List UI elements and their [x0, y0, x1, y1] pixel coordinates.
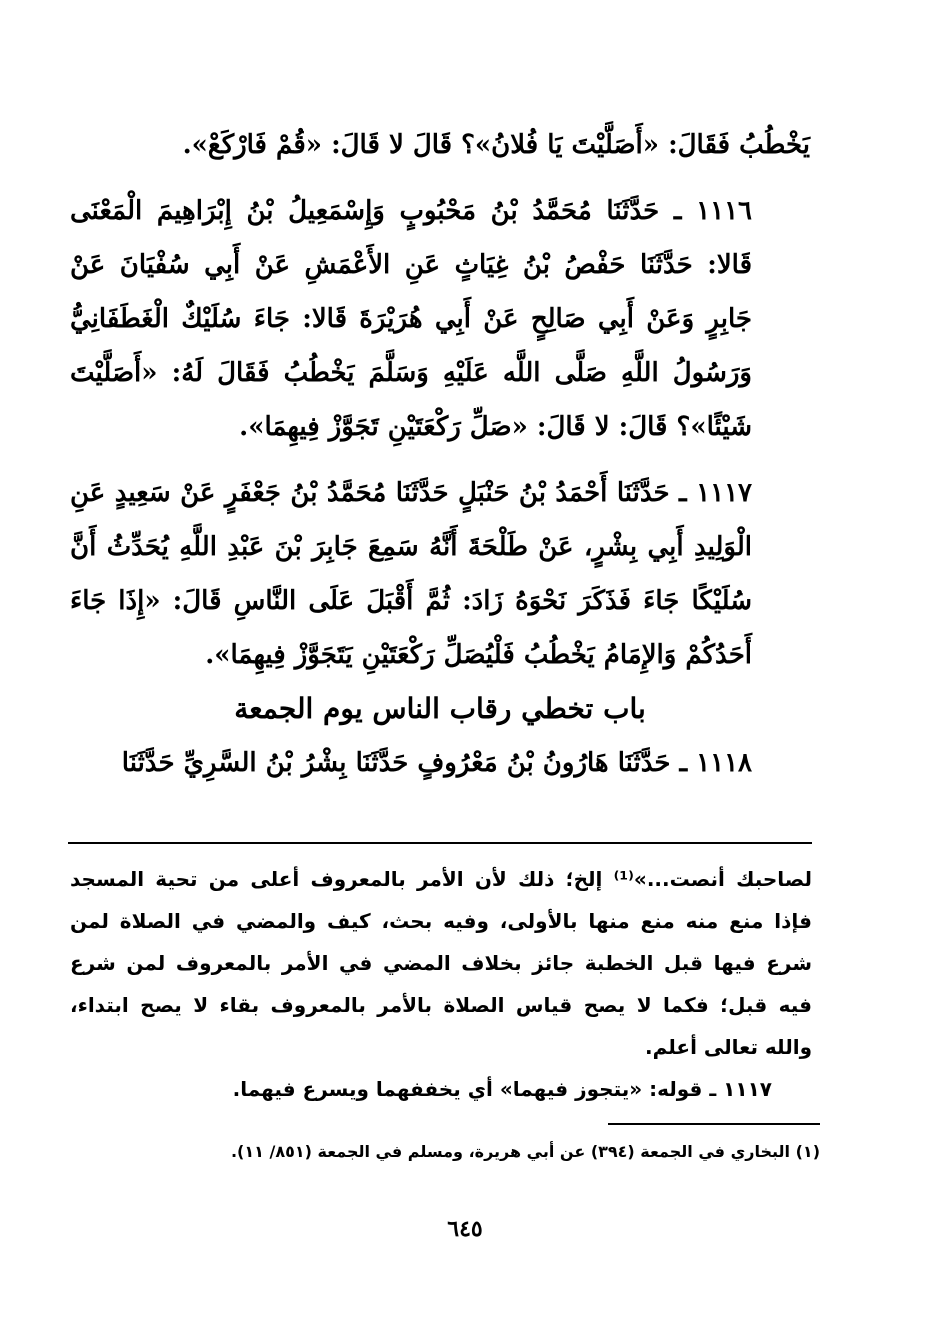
commentary-paragraph: لصاحبك أنصت...»⁽¹⁾ إلخ؛ ذلك لأن الأمر بالمعروف أعلى من تحية المسجد فإذا منع منه منع منها بالأولى، وفيه بحث، كيف والمضي في الصلاة لمن شرع فيها قبل الخطبة جائز بخلاف المضي في الأمر بالمعروف لمن شرع فيه قبل؛ فكما لا يصح قياس الصلاة بالأمر بالمعروف بقاء لا يصح ابتداء، والله تعالى أعلم. — [70, 867, 813, 1059]
carry-over-line: يَخْطُبُ فَقَالَ: «أَصَلَّيْتَ يَا فُلانُ»؟ قَالَ لا قَالَ: «قُمْ فَارْكَعْ». — [182, 130, 810, 160]
page-number: ٦٤٥ — [447, 1216, 483, 1242]
footnote-divider — [608, 1123, 820, 1125]
hadith-1118: ١١١٨ ـ حَدَّثَنَا هَارُونُ بْنُ مَعْرُوفٍ حَدَّثَنَا بِشْرُ بْنُ السَّرِيِّ حَدَّثَنَا — [121, 748, 752, 778]
hadith-1117: ١١١٧ ـ حَدَّثَنَا أَحْمَدُ بْنُ حَنْبَلٍ حَدَّثَنَا مُحَمَّدُ بْنُ جَعْفَرٍ عَنْ سَعِيدٍ عَنِ الْوَلِيدِ أَبِي بِشْرٍ، عَنْ طَلْحَةَ أَنَّهُ سَمِعَ جَابِرَ بْنَ عَبْدِ اللَّهِ يُحَدِّثُ أَنَّ سُلَيْكًا جَاءَ فَذَكَرَ نَحْوَهُ زَادَ: ثُمَّ أَقْبَلَ عَلَى النَّاسِ قَالَ: «إِذَا جَاءَ أَحَدُكُمْ وَالإِمَامُ يَخْطُبُ فَلْيُصَلِّ رَكْعَتَيْنِ يَتَجَوَّزْ فِيهِمَا». — [70, 478, 752, 670]
hadith-1116: ١١١٦ ـ حَدَّثَنَا مُحَمَّدُ بْنُ مَحْبُوبٍ وَإِسْمَعِيلُ بْنُ إِبْرَاهِيمَ الْمَعْنَى قَالا: حَدَّثَنَا حَفْصُ بْنُ غِيَاثٍ عَنِ الأَعْمَشِ عَنْ أَبِي سُفْيَانَ عَنْ جَابِرٍ وَعَنْ أَبِي صَالِحٍ عَنْ أَبِي هُرَيْرَةَ قَالا: جَاءَ سُلَيْكٌ الْغَطَفَانِيُّ وَرَسُولُ اللَّهِ صَلَّى اللَّه عَلَيْهِ وَسَلَّمَ يَخْطُبُ فَقَالَ لَهُ: «أَصَلَّيْتَ شَيْئًا»؟ قَالَ: لا قَالَ: «صَلِّ رَكْعَتَيْنِ تَجَوَّزْ فِيهِمَا». — [70, 196, 752, 442]
main-text — [70, 118, 810, 790]
commentary-divider — [68, 842, 812, 844]
footnote: (١) البخاري في الجمعة (٣٩٤) عن أبي هريرة، ومسلم في الجمعة (٨٥١/ ١١). — [230, 1142, 820, 1161]
chapter-heading: باب تخطي رقاب الناس يوم الجمعة — [234, 692, 646, 725]
commentary-paragraph-1117: ١١١٧ ـ قوله: «يتجوز فيهما» أي يخففهما ويسرع فيهما. — [232, 1077, 772, 1101]
commentary — [70, 858, 812, 1110]
